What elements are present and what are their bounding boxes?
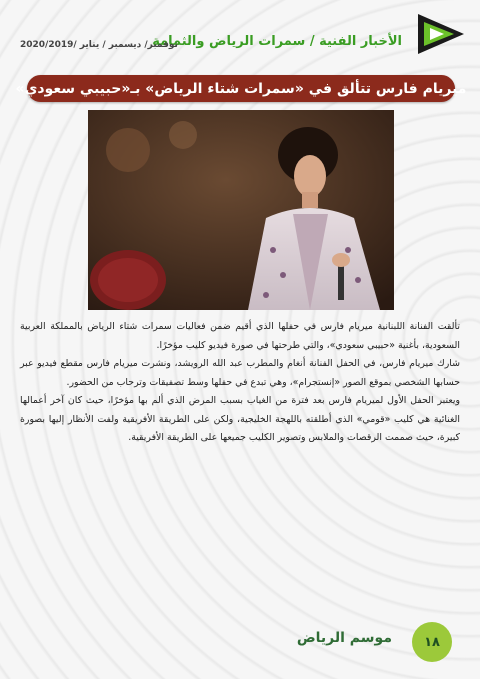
article-body bbox=[20, 318, 460, 448]
article-photo bbox=[88, 110, 394, 310]
magazine-logo-icon bbox=[410, 12, 466, 56]
article-paragraph: ويعتبر الحفل الأول لميريام فارس بعد فترة من الغياب بسبب المرض الذي ألم بها مؤخرًا، حيث كان آخر أعمالها الغنائية هي كليب «قومي» الذي أطلقته باللهجة الخليجية، ولكن على الطريقة الأفريقية ولفت الأنظار إليها بصورة كبيرة، حيث صممت الرقصات والملابس وتصوير الكليب جميعها على الطريقة الأفريقية. bbox=[20, 395, 460, 443]
footer-brand: موسم الرياض bbox=[296, 630, 392, 646]
article-title: ميريام فارس تتألق في «سمرات شتاء الرياض» بـ«حبيبي سعودي» bbox=[15, 80, 467, 97]
article-paragraph: شارك ميريام فارس، في الحفل الفنانة أنغام والمطرب عبد الله الرويشد، ونشرت ميريام فارس مقطع فيديو عبر حسابها الشخصي بموقع الصور «إنستجرام»، وهي تبدع في حفلها وسط تصفيقات وترحاب من الحضور. bbox=[20, 358, 460, 388]
page-number-badge bbox=[412, 622, 452, 662]
section-title: الأخبار الفنية / سمرات الرياض والثمامة bbox=[152, 34, 402, 49]
page-number: ١٨ bbox=[424, 634, 440, 650]
article-paragraph: تألقت الفنانة اللبنانية ميريام فارس في حفلها الذي أقيم ضمن فعاليات سمرات شتاء الرياض بالمملكة العربية السعودية، بأغنية «حبيبي سعودي»، والتي طرحتها في صورة فيديو كليب مؤخرًا. bbox=[20, 321, 460, 351]
page-header bbox=[20, 12, 466, 56]
singer-photo-illustration bbox=[88, 110, 394, 310]
issue-date: نوفمبر/ ديسمبر / يناير /2020/2019 bbox=[20, 40, 178, 50]
article-title-bar bbox=[15, 75, 467, 102]
